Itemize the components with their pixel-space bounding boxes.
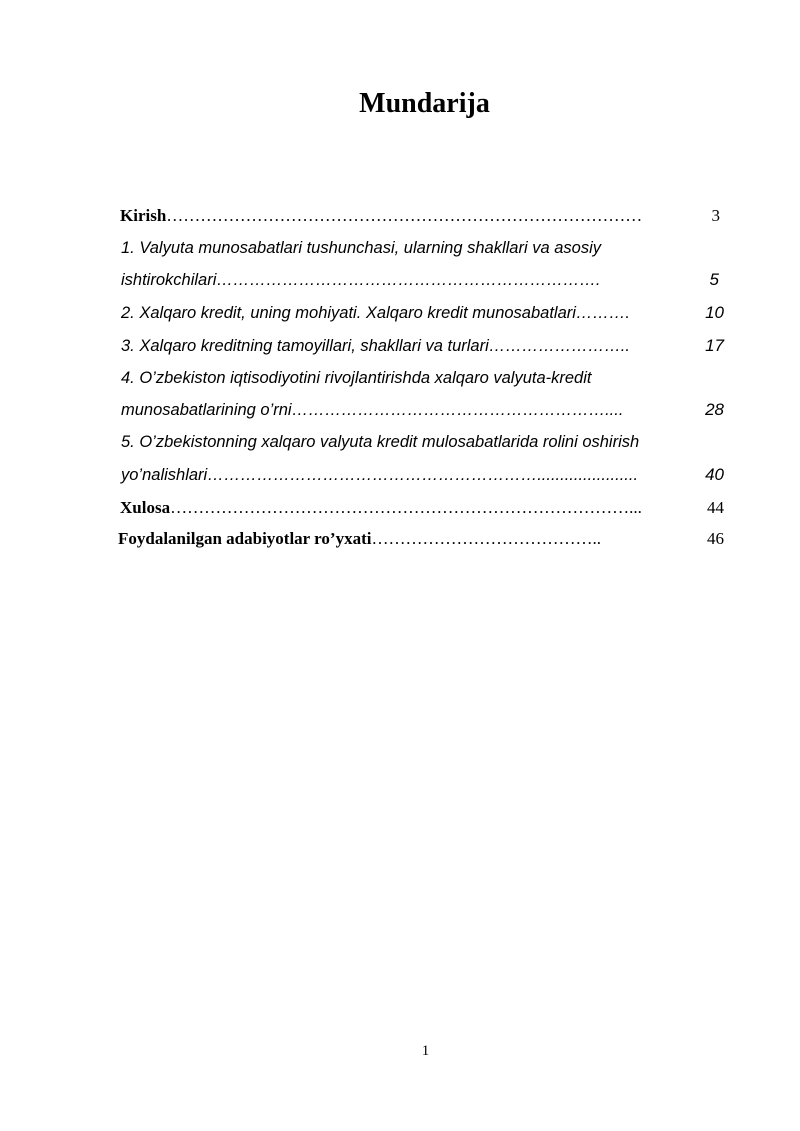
toc-entry-section-1-line-2: ishtirokchilari……………………………………………………………. (121, 271, 601, 289)
toc-page-number: 3 (711, 206, 720, 225)
toc-page-number: 5 (709, 270, 719, 289)
toc-entry-section-3: 3. Xalqaro kreditning tamoyillari, shakllari va turlari…………………….. (121, 337, 630, 355)
toc-entry-section-1-line-1: 1. Valyuta munosabatlari tushunchasi, ularning shakllari va asosiy (121, 239, 601, 257)
toc-entry-xulosa (120, 497, 642, 519)
page-number-footer: 1 (421, 1043, 430, 1059)
toc-page-number: 28 (705, 400, 724, 419)
toc-leader-dots: ………………………………………………………………………… (166, 206, 643, 225)
toc-entry-references (118, 528, 601, 550)
toc-entry-section-2: 2. Xalqaro kredit, uning mohiyati. Xalqaro kredit munosabatlari………. (121, 304, 630, 322)
toc-entry-label: Kirish (120, 206, 167, 225)
toc-entry-section-5-line-1: 5. O’zbekistonning xalqaro valyuta kredit mulosabatlarida rolini oshirish (121, 433, 640, 451)
toc-leader-dots: ………………………………………………………………………... (170, 498, 642, 517)
toc-entry-label: Foydalanilgan adabiyotlar ro’yxati (118, 529, 372, 548)
toc-entry-label: Xulosa (120, 498, 171, 517)
toc-entry-section-4-line-2: munosabatlarining o’rni………………………………………………….... (121, 401, 624, 419)
toc-page-number: 10 (705, 303, 724, 322)
page-title: Mundarija (359, 88, 490, 119)
toc-entry-kirish (120, 205, 642, 227)
toc-entry-section-4-line-1: 4. O’zbekiston iqtisodiyotini rivojlantirishda xalqaro valyuta-kredit (121, 369, 592, 387)
toc-page-number: 17 (705, 336, 724, 355)
toc-page-number: 40 (705, 465, 724, 484)
toc-entry-section-5-line-2: yo’nalishlari……………………………………………………...................... (121, 466, 639, 484)
toc-leader-dots: ………………………………….. (371, 529, 601, 548)
toc-page-number: 44 (707, 498, 724, 517)
toc-page-number: 46 (707, 529, 724, 548)
